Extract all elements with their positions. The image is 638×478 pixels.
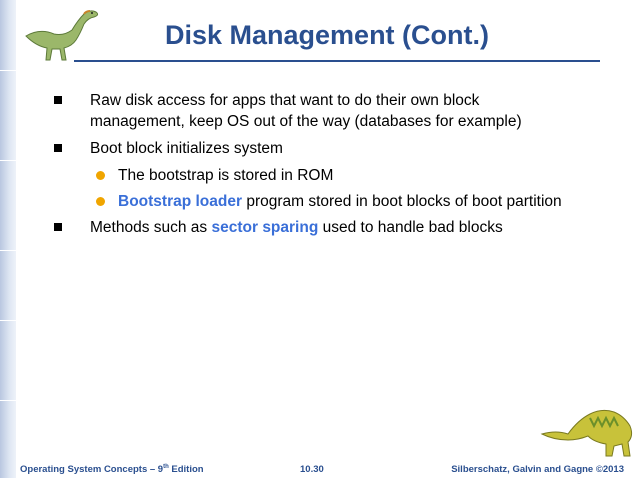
footer-book-title: Operating System Concepts – 9th Edition — [20, 464, 204, 476]
highlight-term: sector sparing — [211, 219, 319, 236]
slide-footer — [0, 462, 638, 478]
sub-bullet-text: The bootstrap is stored in ROM — [118, 167, 334, 184]
footer-page-number: 10.30 — [300, 464, 324, 475]
slide-body — [52, 90, 572, 244]
bullet-text: used to handle bad blocks — [318, 219, 503, 236]
footer-copyright: Silberschatz, Galvin and Gagne ©2013 — [451, 464, 624, 475]
square-bullet-icon — [54, 96, 62, 104]
bullet-item — [52, 90, 572, 132]
round-bullet-icon — [96, 171, 105, 180]
highlight-term: Bootstrap loader — [118, 193, 243, 210]
sub-bullet-item — [52, 165, 572, 186]
sidebar-divider — [0, 250, 16, 251]
sub-bullet-item — [52, 191, 572, 212]
sidebar-divider — [0, 400, 16, 401]
sidebar-divider — [0, 320, 16, 321]
square-bullet-icon — [54, 144, 62, 152]
square-bullet-icon — [54, 223, 62, 231]
bullet-text: Methods such as — [90, 219, 212, 236]
title-underline — [74, 60, 600, 62]
sidebar-band — [0, 0, 16, 478]
bullet-item — [52, 217, 572, 238]
sidebar-divider — [0, 160, 16, 161]
sub-bullet-text: program stored in boot blocks of boot partition — [242, 193, 562, 210]
slide-title: Disk Management (Cont.) — [164, 20, 490, 50]
sidebar-divider — [0, 70, 16, 71]
bullet-text: Raw disk access for apps that want to do their own block management, keep OS out of the way (databases for example) — [90, 92, 522, 130]
bullet-text: Boot block initializes system — [90, 140, 283, 157]
dinosaur-icon — [538, 404, 636, 460]
bullet-item — [52, 138, 572, 159]
round-bullet-icon — [96, 197, 105, 206]
